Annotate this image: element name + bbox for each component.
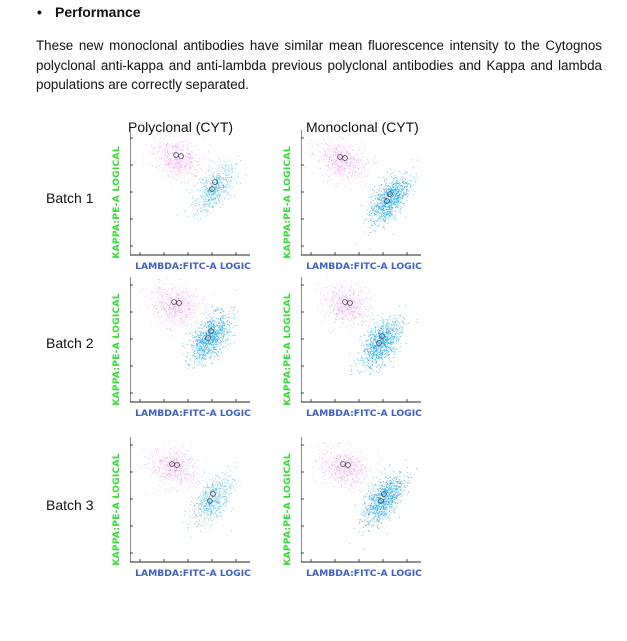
x-axis-label: LAMBDA:FITC-A LOGIC: [135, 568, 251, 579]
dot-plot-batch-1-monoclonal: [281, 130, 451, 275]
scatter-canvas: [301, 437, 451, 582]
row-label-batch-3: Batch 3: [46, 497, 94, 513]
scatter-canvas: [130, 437, 280, 582]
scatter-canvas: [130, 277, 280, 422]
y-axis-label: KAPPA:PE-A LOGICAL: [281, 293, 293, 406]
dot-plot-batch-1-polyclonal: [110, 130, 280, 275]
bullet-heading: [37, 4, 141, 20]
x-axis-label: LAMBDA:FITC-A LOGIC: [135, 261, 251, 272]
y-axis-label: KAPPA:PE-A LOGICAL: [110, 146, 122, 259]
y-axis-label: KAPPA:PE-A LOGICAL: [281, 146, 293, 259]
y-axis-label: KAPPA:PE-A LOGICAL: [281, 453, 293, 566]
event-dots: [135, 132, 246, 222]
x-axis-label: LAMBDA:FITC-A LOGIC: [306, 408, 422, 419]
row-label-batch-1: Batch 1: [46, 190, 94, 206]
population-marker: [377, 341, 382, 346]
dot-plot-batch-2-monoclonal: [281, 277, 451, 422]
section-heading: Performance: [55, 4, 141, 20]
x-axis-label: LAMBDA:FITC-A LOGIC: [135, 408, 251, 419]
description-paragraph: These new monoclonal antibodies have similar mean fluorescence intensity to the Cytognos polyclonal anti-kappa and anti-lambda previous polyclonal antibodies and Kappa and lambda populations are correctly separated.: [36, 38, 602, 93]
dot-plot-batch-3-polyclonal: [110, 437, 280, 582]
dot-plot-batch-3-monoclonal: [281, 437, 451, 582]
bullet-icon: •: [37, 4, 42, 20]
dot-plot-batch-2-polyclonal: [110, 277, 280, 422]
event-dots: [137, 440, 241, 538]
event-dots: [315, 278, 417, 375]
event-dots: [304, 442, 417, 550]
event-dots: [140, 279, 238, 369]
column-header-polyclonal: Polyclonal (CYT): [128, 119, 234, 135]
x-axis-label: LAMBDA:FITC-A LOGIC: [306, 261, 422, 272]
column-header-monoclonal: Monoclonal (CYT): [306, 119, 419, 135]
scatter-canvas: [130, 130, 280, 275]
y-axis-label: KAPPA:PE-A LOGICAL: [110, 293, 122, 406]
scatter-canvas: [301, 130, 451, 275]
y-axis-label: KAPPA:PE-A LOGICAL: [110, 453, 122, 566]
row-label-batch-2: Batch 2: [46, 335, 94, 351]
event-dots: [305, 137, 418, 250]
scatter-canvas: [301, 277, 451, 422]
x-axis-label: LAMBDA:FITC-A LOGIC: [306, 568, 422, 579]
